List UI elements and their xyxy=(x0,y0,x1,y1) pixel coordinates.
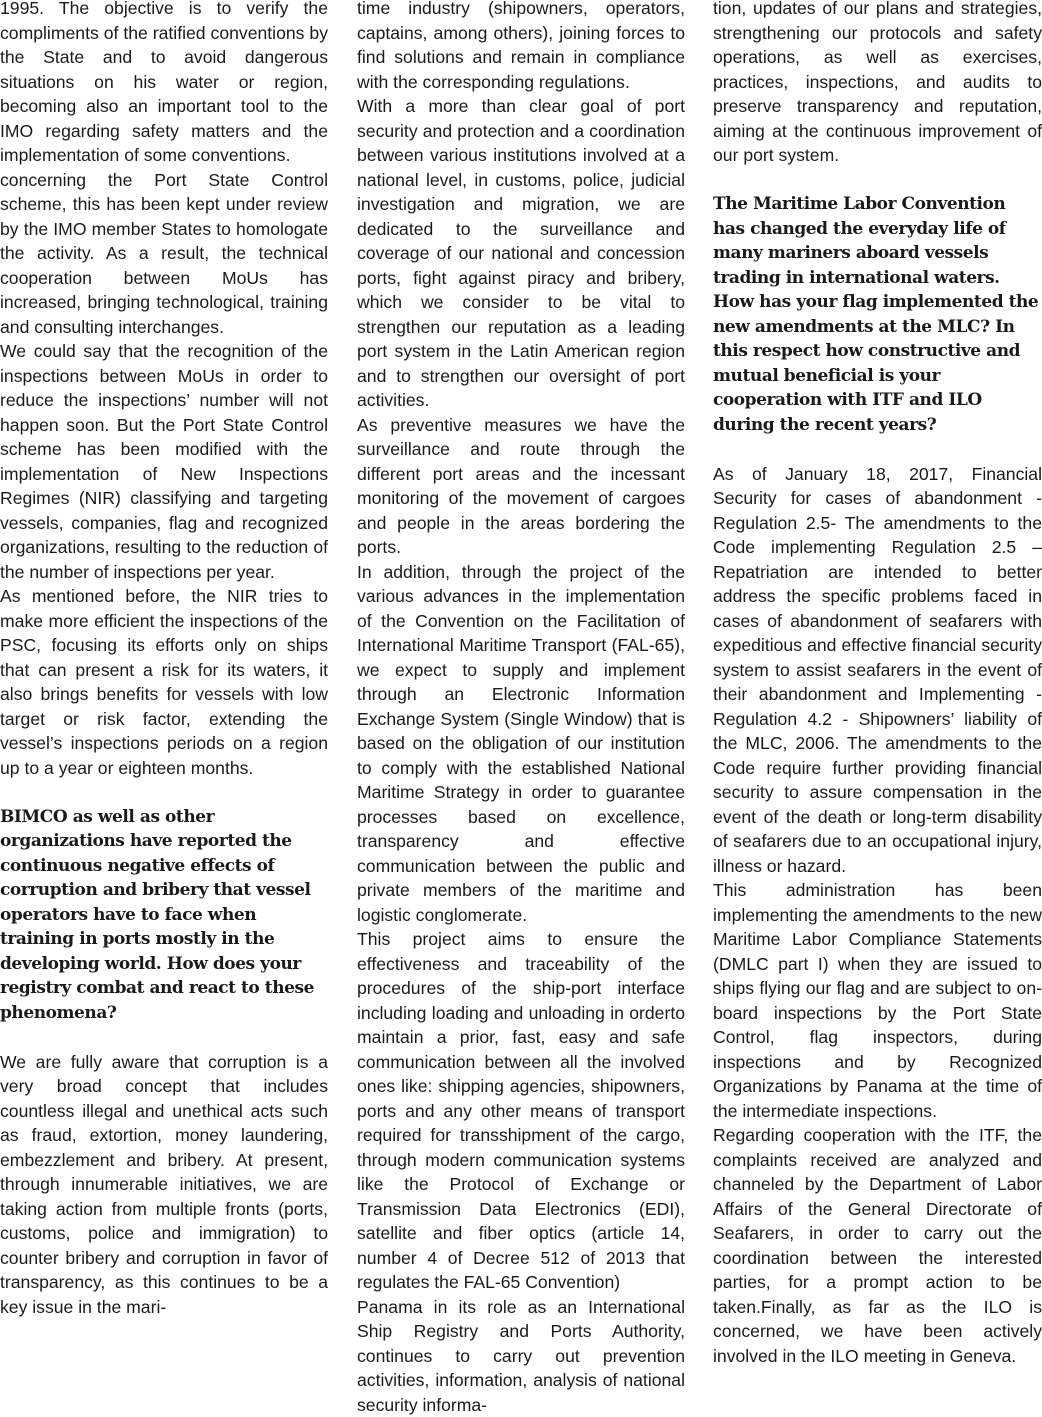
text-column-3 xyxy=(713,0,1042,1368)
paragraph: tion, updates of our plans and strategies, strengthening our protocols and safety operations, as well as exercises, practices, inspections, and audits to preserve transparency and reputation, aiming at the continuous improvement of our port system. xyxy=(713,0,1042,168)
paragraph: As mentioned before, the NIR tries to make more efficient the inspections of the PSC, focusing its efforts only on ships that can present a risk for its waters, it also brings benefits for vessels with low target or risk factor, extending the vessel’s inspections periods on a region up to a year or eighteen months. xyxy=(0,584,328,780)
paragraph: In addition, through the project of the various advances in the implementation of the Convention on the Facilitation of International Maritime Transport (FAL-65), we expect to supply and implement through an Electronic Information Exchange System (Single Window) that is based on the obligation of our institution to comply with the established National Maritime Strategy in order to guarantee processes based on excellence, transparency and effective communication between the public and private members of the maritime and logistic conglomerate. xyxy=(357,560,685,928)
paragraph: concerning the Port State Control scheme, this has been kept under review by the IMO member States to homologate the activity. As a result, the technical cooperation between MoUs has increased, bringing technological, training and consulting interchanges. xyxy=(0,168,328,340)
paragraph: Panama in its role as an International Ship Registry and Ports Authority, continues to carry out prevention activities, information, analysis of national security informa- xyxy=(357,1295,685,1417)
text-column-2 xyxy=(357,0,685,1417)
paragraph: We could say that the recognition of the inspections between MoUs in order to reduce the inspections’ number will not happen soon. But the Port State Control scheme has been modified with the implementation of New Inspections Regimes (NIR) classifying and targeting vessels, companies, flag and recognized organizations, resulting to the reduction of the number of inspections per year. xyxy=(0,339,328,584)
paragraph: As preventive measures we have the surveillance and route through the different port areas and the incessant monitoring of the movement of cargoes and people in the areas bordering the ports. xyxy=(357,413,685,560)
paragraph: This administration has been implementing the amendments to the new Maritime Labor Compliance Statements (DMLC part I) when they are issued to ships flying our flag and are subject to on-board inspections by the Port State Control, flag inspectors, during inspections and by Recognized Organizations by Panama at the time of the intermediate inspections. xyxy=(713,878,1042,1123)
paragraph: We are fully aware that corruption is a very broad concept that includes countless illegal and unethical acts such as fraud, extortion, money laundering, embezzlement and bribery. At present, through innumerable initiatives, we are taking action from multiple fronts (ports, customs, police and immigration) to counter bribery and corruption in favor of transparency, as this continues to be a key issue in the mari- xyxy=(0,1050,328,1320)
paragraph: This project aims to ensure the effectiveness and traceability of the procedures of the ship-port interface including loading and unloading in orderto maintain a prior, fast, easy and safe communication between all the involved ones like: shipping agencies, shipowners, ports and any other means of transport required for transshipment of the cargo, through modern communication systems like the Protocol of Exchange or Transmission Data Electronics (EDI), satellite and fiber optics (article 14, number 4 of Decree 512 of 2013 that regulates the FAL-65 Convention) xyxy=(357,927,685,1295)
paragraph: As of January 18, 2017, Financial Security for cases of abandonment -Regulation 2.5- The amendments to the Code implementing Regulation 2.5 – Repatriation are intended to better address the specific problems faced in cases of abandonment of seafarers with expeditious and effective financial security system to assist seafarers in the event of their abandonment and Implementing -Regulation 4.2 - Shipowners’ liability of the MLC, 2006. The amendments to the Code require further providing financial security to assure compensation in the event of the death or long-term disability of seafarers due to an occupational injury, illness or hazard. xyxy=(713,462,1042,879)
text-column-1 xyxy=(0,0,328,1319)
paragraph: time industry (shipowners, operators, captains, among others), joining forces to find solutions and remain in compliance with the corresponding regulations. xyxy=(357,0,685,94)
paragraph: With a more than clear goal of port security and protection and a coordination between various institutions involved at a national level, in customs, police, judicial investigation and migration, we are dedicated to the surveillance and coverage of our national and concession ports, fight against piracy and bribery, which we consider to be vital to strengthen our reputation as a leading port system in the Latin American region and to strengthen our oversight of port activities. xyxy=(357,94,685,413)
interview-question-heading: The Maritime Labor Convention has changed the everyday life of many mariners aboard vessels trading in international waters. How has your flag implemented the new amendments at the MLC? In this respect how constructive and mutual beneficial is your cooperation with ITF and ILO during the recent years? xyxy=(713,192,1042,437)
paragraph: Regarding cooperation with the ITF, the complaints received are analyzed and channeled by the Department of Labor Affairs of the General Directorate of Seafarers, in order to carry out the coordination between the interested parties, for a prompt action to be taken.Finally, as far as the ILO is concerned, we have been actively involved in the ILO meeting in Geneva. xyxy=(713,1123,1042,1368)
interview-question-heading: BIMCO as well as other organizations have reported the continuous negative effects of corruption and bribery that vessel operators have to face when training in ports mostly in the developing world. How does your registry combat and react to these phenomena? xyxy=(0,805,328,1026)
paragraph: 1995. The objective is to verify the compliments of the ratified conventions by the State and to avoid dangerous situations on his water or region, becoming also an important tool to the IMO regarding safety matters and the implementation of some conventions. xyxy=(0,0,328,168)
